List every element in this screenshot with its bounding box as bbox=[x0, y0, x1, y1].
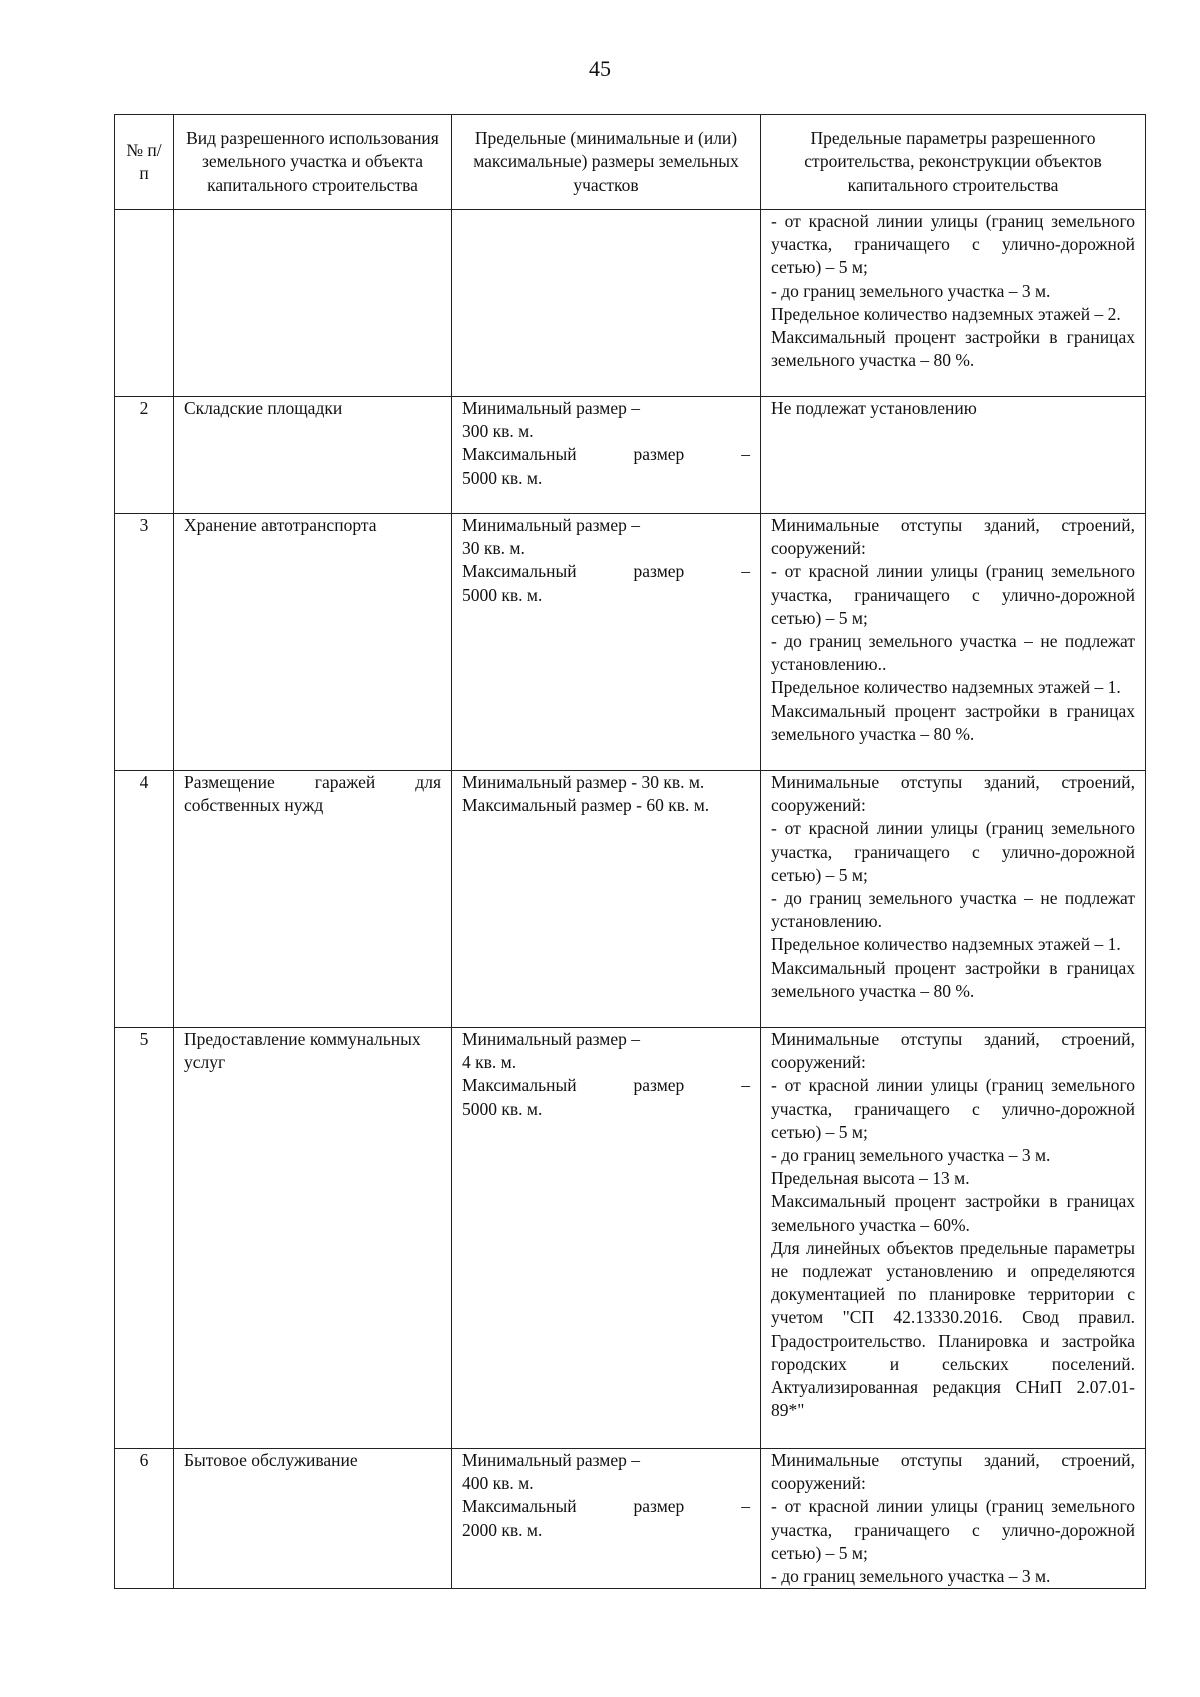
param-line: Максимальный процент застройки в границах земельного участка – 80 %. bbox=[771, 957, 1135, 1001]
row-use-type: Предоставление коммунальных услуг bbox=[174, 1028, 452, 1449]
header-plot-size: Предельные (минимальные и (или) максимальные) размеры земельных участков bbox=[452, 115, 761, 210]
param-line: - от красной линии улицы (границ земельного участка, граничащего с улично-дорожной сетью) – 5 м; bbox=[771, 211, 1135, 278]
param-line: - от красной линии улицы (границ земельного участка, граничащего с улично-дорожной сетью) – 5 м; bbox=[771, 818, 1135, 885]
size-line: 2000 кв. м. bbox=[462, 1519, 543, 1540]
row-number: 4 bbox=[115, 771, 174, 1028]
table-row bbox=[115, 210, 1146, 397]
size-line: Максимальный размер – bbox=[462, 561, 750, 582]
row-number: 5 bbox=[115, 1028, 174, 1449]
row-build-params bbox=[761, 397, 1146, 514]
row-number: 3 bbox=[115, 514, 174, 771]
param-line: - до границ земельного участка – 3 м. bbox=[771, 280, 1051, 301]
table-row bbox=[115, 771, 1146, 1028]
param-line: - от красной линии улицы (границ земельного участка, граничащего с улично-дорожной сетью) – 5 м; bbox=[771, 1075, 1135, 1142]
row-plot-size bbox=[452, 514, 761, 771]
param-line: Минимальные отступы зданий, строений, сооружений: bbox=[771, 1450, 1135, 1494]
size-line: Минимальный размер – bbox=[462, 1029, 641, 1049]
size-line: 30 кв. м. bbox=[462, 538, 525, 559]
param-line: Не подлежат установлению bbox=[771, 398, 977, 418]
header-number: № п/п bbox=[115, 115, 174, 210]
param-line: Максимальный процент застройки в границах земельного участка – 80 %. bbox=[771, 327, 1135, 371]
param-line: Максимальный процент застройки в границах земельного участка – 60%. bbox=[771, 1191, 1135, 1235]
size-line: Минимальный размер – bbox=[462, 1450, 641, 1470]
table-row bbox=[115, 1028, 1146, 1449]
table-row bbox=[115, 397, 1146, 514]
table-row bbox=[115, 1449, 1146, 1589]
row-number: 6 bbox=[115, 1449, 174, 1589]
row-plot-size bbox=[452, 397, 761, 514]
row-build-params bbox=[761, 514, 1146, 771]
param-line: Предельное количество надземных этажей – 1. bbox=[771, 934, 1121, 955]
param-line: Минимальные отступы зданий, строений, сооружений: bbox=[771, 1029, 1135, 1073]
size-line: Максимальный размер – bbox=[462, 1496, 750, 1517]
row-build-params bbox=[761, 1028, 1146, 1449]
size-line: Минимальный размер – bbox=[462, 398, 641, 418]
size-line: 400 кв. м. bbox=[462, 1473, 534, 1494]
row-use-type: Размещение гаражей для собственных нужд bbox=[174, 771, 452, 1028]
param-line: Для линейных объектов предельные параметры не подлежат установлению и определяются документацией по планировке территории с учетом "СП 42.13330.2016. Свод правил. Градостроительство. Планировка и застройка городских и сельских поселений. Актуализированная редакция СНиП 2.07.01-89*" bbox=[771, 1237, 1135, 1421]
row-plot-size bbox=[452, 210, 761, 397]
header-build-params: Предельные параметры разрешенного строительства, реконструкции объектов капитального строительства bbox=[761, 115, 1146, 210]
row-plot-size bbox=[452, 771, 761, 1028]
row-number: 2 bbox=[115, 397, 174, 514]
size-line: Максимальный размер – bbox=[462, 1075, 750, 1096]
header-use-type: Вид разрешенного использования земельного участка и объекта капитального строительства bbox=[174, 115, 452, 210]
param-line: Предельное количество надземных этажей – 2. bbox=[771, 303, 1121, 324]
row-build-params bbox=[761, 210, 1146, 397]
param-line: - до границ земельного участка – 3 м. bbox=[771, 1145, 1051, 1166]
size-line: 5000 кв. м. bbox=[462, 584, 543, 605]
param-line: - от красной линии улицы (границ земельного участка, граничащего с улично-дорожной сетью) – 5 м; bbox=[771, 1496, 1135, 1563]
param-line: - до границ земельного участка – не подлежат установлению. bbox=[771, 888, 1135, 932]
size-line: 4 кв. м. bbox=[462, 1052, 517, 1073]
param-line: - до границ земельного участка – не подлежат установлению.. bbox=[771, 631, 1135, 675]
row-use-type bbox=[174, 210, 452, 397]
param-line: Максимальный процент застройки в границах земельного участка – 80 %. bbox=[771, 700, 1135, 744]
size-line: Минимальный размер - 30 кв. м. bbox=[462, 772, 705, 792]
param-line: Предельное количество надземных этажей – 1. bbox=[771, 677, 1121, 698]
size-line: 5000 кв. м. bbox=[462, 467, 543, 488]
row-number bbox=[115, 210, 174, 397]
size-line: Максимальный размер - 60 кв. м. bbox=[462, 795, 710, 816]
row-use-type: Хранение автотранспорта bbox=[174, 514, 452, 771]
param-line: - от красной линии улицы (границ земельного участка, граничащего с улично-дорожной сетью) – 5 м; bbox=[771, 561, 1135, 628]
permitted-use-table bbox=[114, 114, 1146, 1589]
param-line: Минимальные отступы зданий, строений, сооружений: bbox=[771, 515, 1135, 559]
row-use-type: Бытовое обслуживание bbox=[174, 1449, 452, 1589]
param-line: - до границ земельного участка – 3 м. bbox=[771, 1566, 1051, 1587]
row-use-type: Складские площадки bbox=[174, 397, 452, 514]
table-row bbox=[115, 514, 1146, 771]
param-line: Минимальные отступы зданий, строений, сооружений: bbox=[771, 772, 1135, 816]
page-number: 45 bbox=[589, 56, 611, 81]
row-plot-size bbox=[452, 1028, 761, 1449]
row-build-params bbox=[761, 1449, 1146, 1589]
row-plot-size bbox=[452, 1449, 761, 1589]
size-line: 5000 кв. м. bbox=[462, 1098, 543, 1119]
row-build-params bbox=[761, 771, 1146, 1028]
param-line: Предельная высота – 13 м. bbox=[771, 1168, 970, 1189]
size-line: Минимальный размер – bbox=[462, 515, 641, 535]
table-header-row bbox=[115, 115, 1146, 210]
size-line: 300 кв. м. bbox=[462, 421, 534, 442]
size-line: Максимальный размер – bbox=[462, 444, 750, 465]
